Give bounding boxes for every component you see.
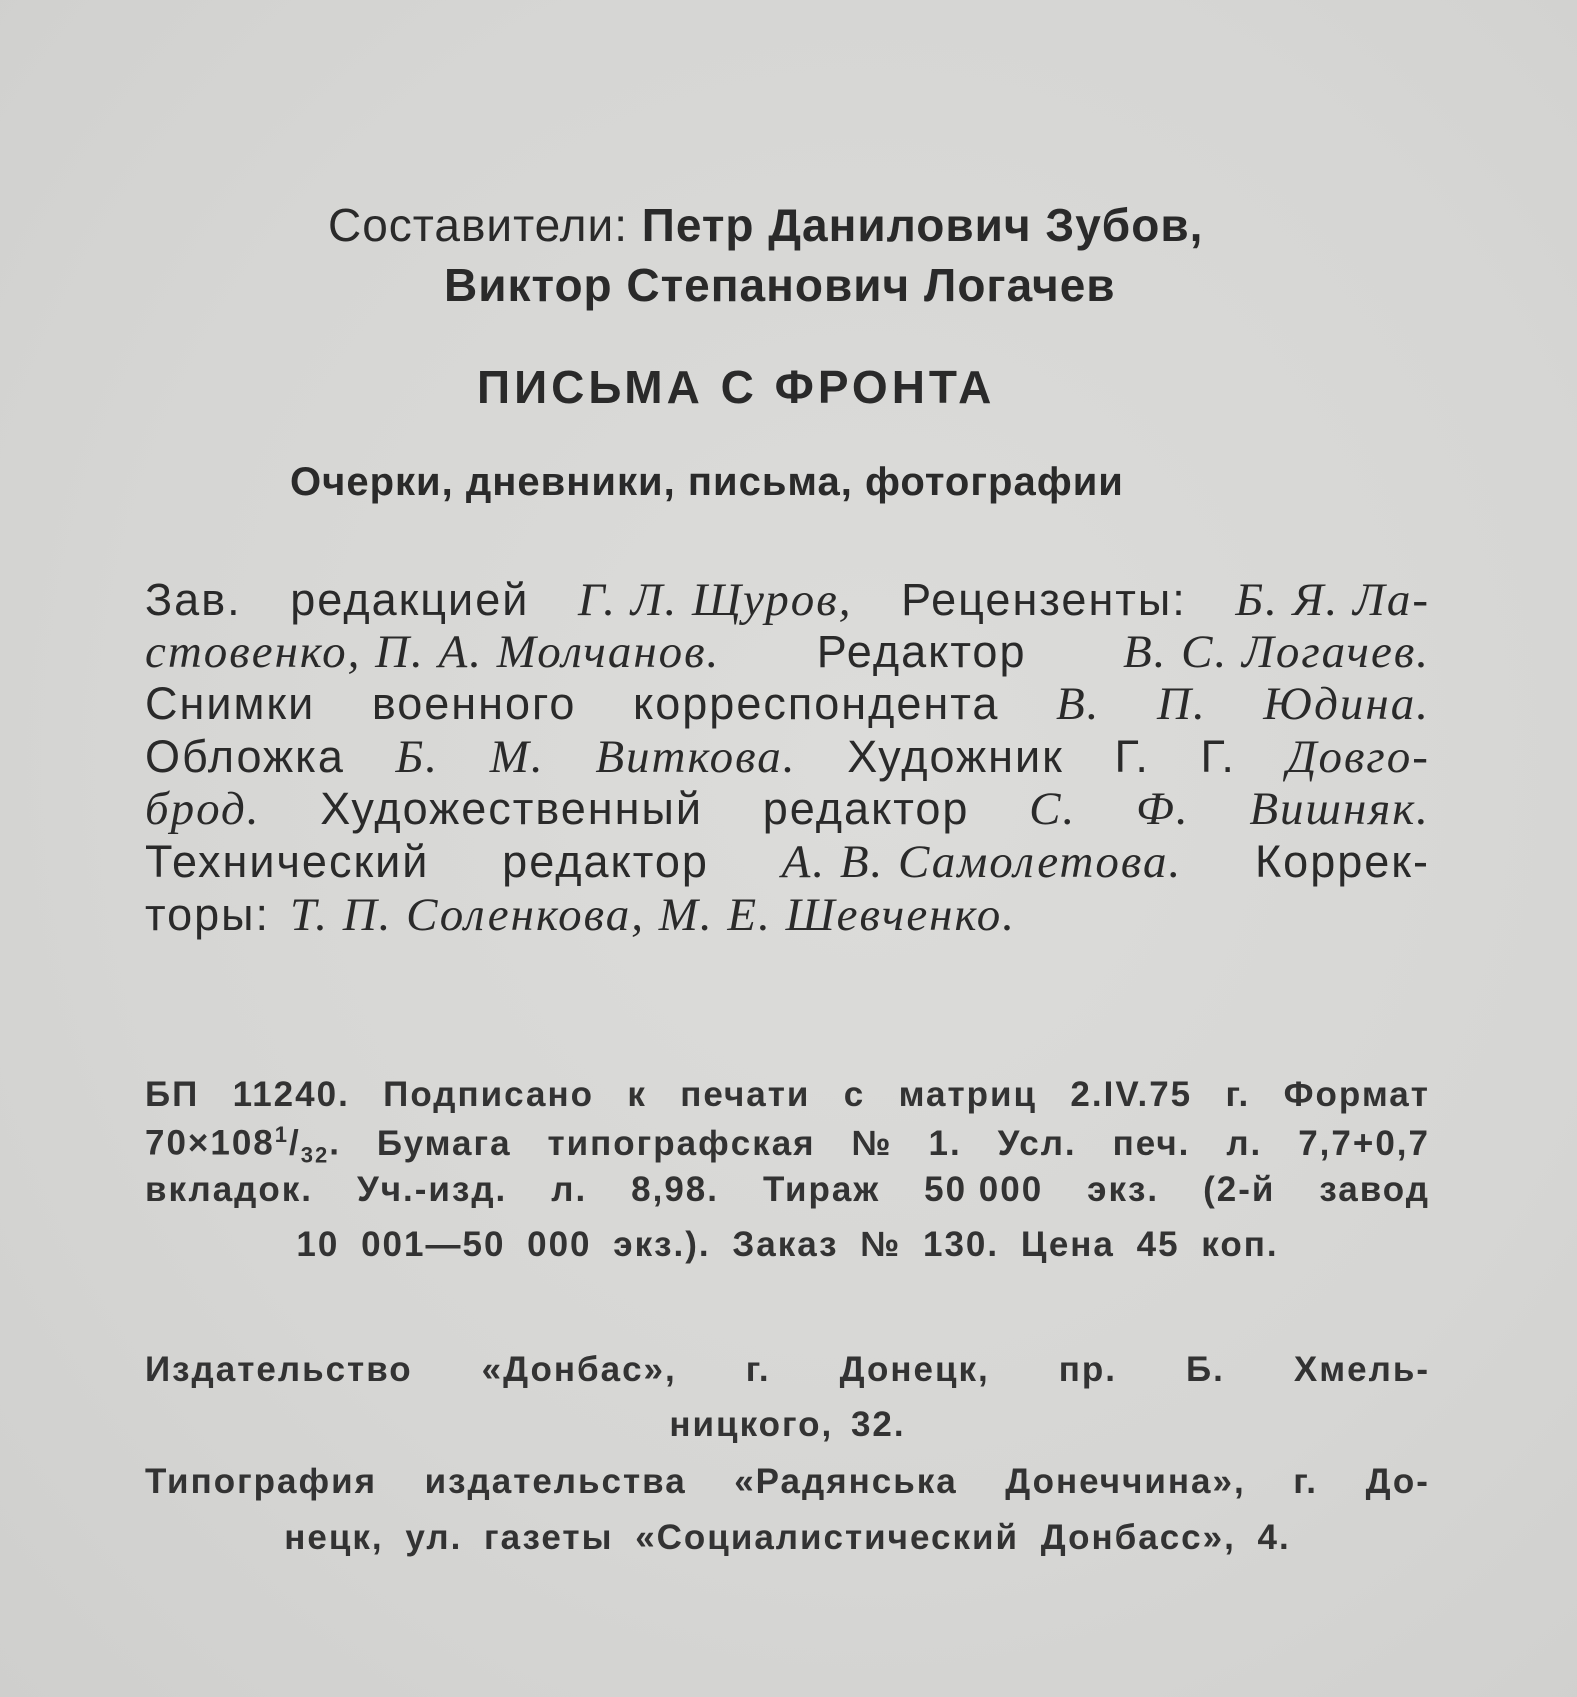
photographer-name: Юдина. xyxy=(1263,678,1430,730)
imprint-word: 7,7+0,7 xyxy=(1298,1123,1430,1163)
imprint-word: (2-й xyxy=(1203,1170,1276,1209)
credits-row-7 xyxy=(145,888,1430,940)
format-denominator: 32 xyxy=(300,1142,330,1168)
compiler-name-2: Виктор Степанович Логачев xyxy=(444,259,1116,311)
credit-word: редактор xyxy=(502,836,709,887)
publisher-row-2 xyxy=(145,1405,1430,1451)
compilers-label: Составители: xyxy=(328,199,628,251)
imprint-word: печ. xyxy=(1112,1123,1191,1163)
imprint-word: 50 000 xyxy=(924,1170,1044,1209)
imprint-word: 8,98. xyxy=(631,1170,720,1209)
imprint-word: Уч.-изд. xyxy=(356,1170,508,1209)
imprint-word: Подписано xyxy=(383,1075,594,1114)
imprint-word: Донецк, xyxy=(839,1350,990,1389)
credit-word: Рецензенты: xyxy=(901,574,1187,625)
tech-editor-name: А. В. Самолетова. xyxy=(781,836,1183,888)
imprint-word: к xyxy=(627,1075,647,1114)
imprint-word: 2.IV.75 xyxy=(1070,1075,1193,1114)
imprint-word: Б. xyxy=(1185,1350,1225,1389)
art-editor-name: С. xyxy=(1029,783,1077,835)
imprint-word: г. xyxy=(1293,1462,1319,1501)
format-numerator: 1 xyxy=(274,1122,290,1147)
imprint-word: г. xyxy=(1225,1075,1251,1114)
credits-row-5 xyxy=(145,782,1430,834)
imprint-row-2 xyxy=(145,1122,1430,1168)
credit-word: Редактор xyxy=(816,626,1027,677)
credit-word: военного xyxy=(371,678,577,729)
compilers-line-2 xyxy=(444,258,1116,312)
art-editor-name: Вишняк. xyxy=(1249,783,1430,835)
credit-word: Обложка xyxy=(145,731,345,782)
credit-word: редактор xyxy=(762,783,970,834)
imprint-line: ницкого, 32. xyxy=(669,1405,906,1444)
credit-word: корреспондента xyxy=(633,678,1000,729)
imprint-word: л. xyxy=(1226,1123,1263,1163)
credit-word: Технический xyxy=(145,836,430,887)
format-base: 70×108 xyxy=(145,1123,275,1163)
imprint-word: 1. xyxy=(928,1123,962,1163)
imprint-word: «Радянська xyxy=(734,1462,958,1501)
imprint-word: 11240. xyxy=(232,1075,350,1114)
imprint-row-3 xyxy=(145,1170,1430,1216)
photographer-name: П. xyxy=(1157,678,1207,730)
imprint-word: завод xyxy=(1319,1170,1430,1209)
imprint-line: нецк, ул. газеты «Социалистический Донбасс», 4. xyxy=(284,1518,1291,1557)
imprint-row-4 xyxy=(145,1225,1430,1271)
imprint-word: Издательство xyxy=(145,1350,413,1389)
credit-word: Художественный xyxy=(320,783,703,834)
artist-name: брод. xyxy=(145,783,261,835)
reviewer-name: Б. Я. Ла- xyxy=(1235,574,1430,626)
credit-word: Г. xyxy=(1114,731,1150,782)
reviewer-names: стовенко, П. А. Молчанов. xyxy=(145,626,721,678)
imprint-word: г. xyxy=(745,1350,771,1389)
imprint-row-1 xyxy=(145,1075,1430,1121)
format-fraction: $70\times 108^1/_{32}$. xyxy=(145,1122,341,1168)
publisher-row-1 xyxy=(145,1350,1430,1396)
proofreader-names: Т. П. Соленкова, М. Е. Шевченко. xyxy=(290,889,1016,941)
imprint-word: с xyxy=(843,1075,866,1114)
imprint-word: матриц xyxy=(898,1075,1038,1114)
imprint-word: Хмель- xyxy=(1293,1350,1430,1389)
credit-word: Художник xyxy=(847,731,1064,782)
imprint-word: экз. xyxy=(1087,1170,1160,1209)
imprint-word: вкладок. xyxy=(145,1170,313,1209)
imprint-word: № xyxy=(851,1123,893,1163)
imprint-word: БП xyxy=(145,1075,200,1114)
book-subtitle: Очерки, дневники, письма, фотографии xyxy=(290,460,1124,504)
credits-row-3 xyxy=(145,677,1430,729)
imprint-word: пр. xyxy=(1058,1350,1117,1389)
imprint-word: печати xyxy=(680,1075,811,1114)
imprint-word: Усл. xyxy=(997,1123,1077,1163)
imprint-word: Формат xyxy=(1283,1075,1430,1114)
imprint-word: Донеччина», xyxy=(1005,1462,1246,1501)
imprint-line: 10 001—50 000 экз.). Заказ № 130. Цена 45 коп. xyxy=(296,1225,1279,1264)
cover-artist-name: Виткова. xyxy=(595,731,797,783)
imprint-word: «Донбас», xyxy=(481,1350,677,1389)
printer-row-2 xyxy=(145,1518,1430,1564)
credit-word: Снимки xyxy=(145,678,316,729)
credit-word: Г. xyxy=(1200,731,1236,782)
imprint-word: До- xyxy=(1365,1462,1430,1501)
imprint-word: Типография xyxy=(145,1462,378,1501)
imprint-word: л. xyxy=(551,1170,588,1209)
book-title: ПИСЬМА С ФРОНТА xyxy=(477,361,996,413)
imprint-word: издательства xyxy=(424,1462,687,1501)
imprint-word: Бумага xyxy=(376,1123,512,1163)
editor-name: В. С. Логачев. xyxy=(1122,626,1430,678)
artist-name: Довго- xyxy=(1286,731,1430,783)
printer-row-1 xyxy=(145,1462,1430,1508)
cover-artist-name: М. xyxy=(489,731,545,783)
compilers-line-1 xyxy=(328,198,1203,252)
credits-row-1 xyxy=(145,573,1430,625)
credit-word: Зав. xyxy=(145,574,242,625)
credit-word: Коррек- xyxy=(1254,836,1430,887)
credits-row-4 xyxy=(145,730,1430,782)
photographer-name: В. xyxy=(1055,678,1101,730)
compiler-name-1: Петр Данилович Зубов, xyxy=(641,199,1204,251)
art-editor-name: Ф. xyxy=(1136,783,1190,835)
credit-word: редакцией xyxy=(290,574,530,625)
credits-row-6 xyxy=(145,835,1430,887)
cover-artist-name: Б. xyxy=(395,731,440,783)
imprint-word: Тираж xyxy=(762,1170,881,1209)
credit-word: торы: xyxy=(145,889,271,940)
imprint-word: типографская xyxy=(547,1123,816,1163)
editor-in-chief-name: Г. Л. Щуров, xyxy=(578,574,853,626)
credits-row-2 xyxy=(145,625,1430,677)
